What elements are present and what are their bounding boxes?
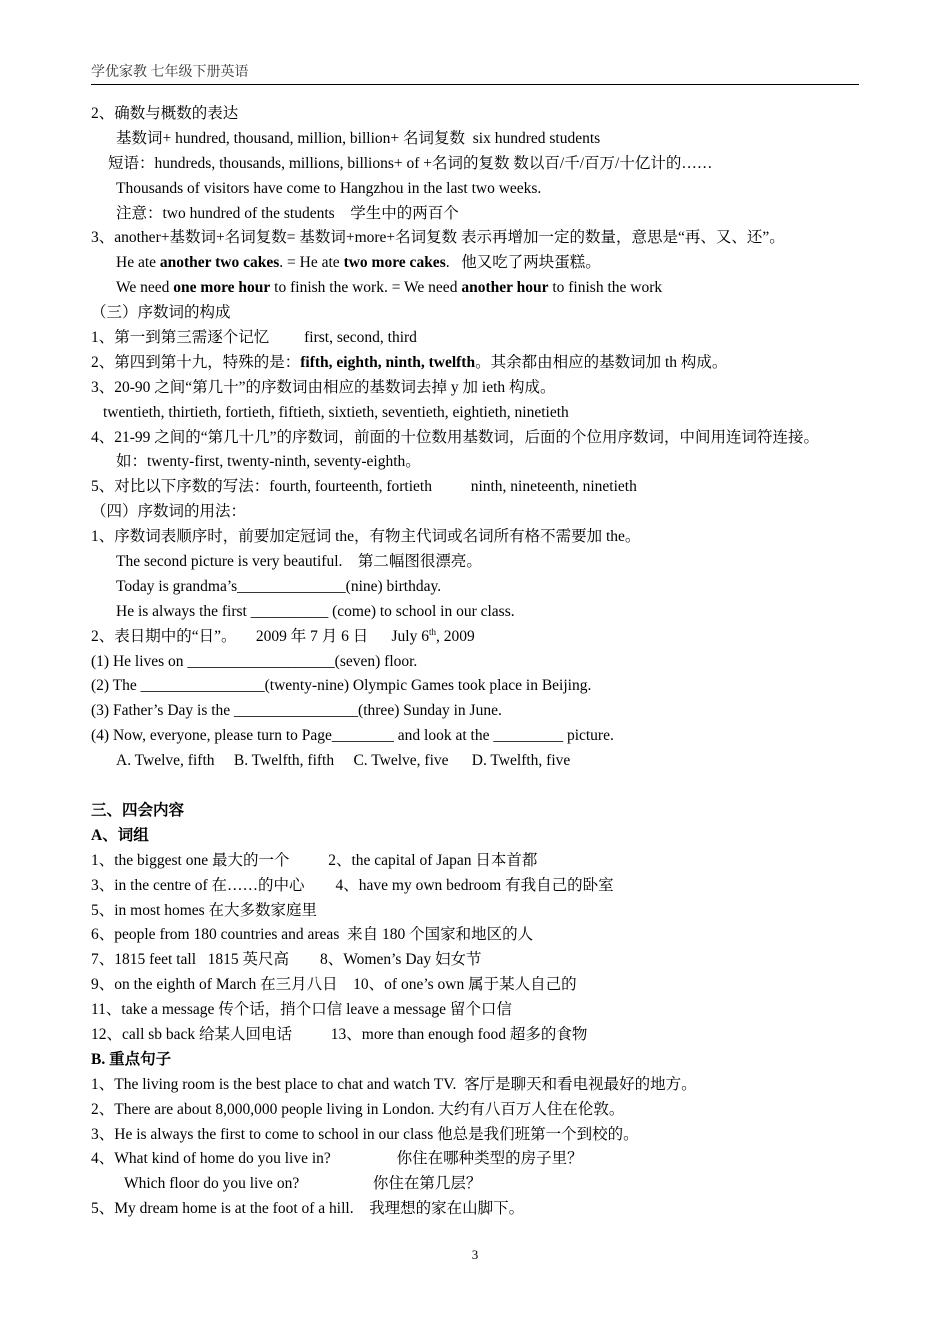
text-span: . 他又吃了两块蛋糕。 [445, 254, 601, 272]
rule-line: 1、第一到第三需逐个记忆 first, second, third [91, 329, 417, 347]
part-title: 三、四会内容 [91, 801, 185, 819]
key-sentence: 1、The living room is the best place to chat and watch TV. 客厅是聊天和看电视最好的地方。 [91, 1075, 697, 1093]
phrase-line: 6、people from 180 countries and areas 来自 180 个国家和地区的人 [91, 926, 534, 944]
exercise-line: (3) Father’s Day is the ________________(three) Sunday in June. [91, 702, 502, 720]
rule-line: 5、对比以下序数的写法：fourth, fourteenth, fortieth ninth, nineteenth, ninetieth [91, 478, 637, 496]
superscript: th [428, 626, 436, 637]
text-span: We need [116, 279, 174, 297]
example-line: twentieth, thirtieth, fortieth, fiftieth, sixtieth, seventieth, eightieth, ninetieth [103, 403, 569, 421]
text-span: He ate [116, 254, 160, 272]
rule-line [91, 351, 881, 376]
example-line: 如：twenty-first, twenty-ninth, seventy-eighth。 [116, 453, 421, 471]
answer-options: A. Twelve, fifth B. Twelfth, fifth C. Twelve, five D. Twelfth, five [116, 752, 571, 770]
exercise-line: (4) Now, everyone, please turn to Page________ and look at the _________ picture. [91, 727, 614, 745]
phrase-line: 7、1815 feet tall 1815 英尺高 8、Women’s Day 妇女节 [91, 951, 482, 969]
bold-phrase: one more hour [173, 279, 271, 297]
key-sentence: 2、There are about 8,000,000 people living in London. 大约有八百万人住在伦敦。 [91, 1100, 625, 1118]
phrase-line: 5、in most homes 在大多数家庭里 [91, 901, 318, 919]
page-header: 学优家教 七年级下册英语 [91, 64, 859, 85]
key-sentence: Which floor do you live on? 你住在第几层？ [124, 1175, 482, 1193]
section-title: 2、确数与概数的表达 [91, 105, 239, 122]
text-line: 基数词+ hundred, thousand, million, billion+ 名词复数 six hundred students [116, 129, 601, 147]
example-sentence: Thousands of visitors have come to Hangzhou in the last two weeks. [116, 179, 542, 197]
example-sentence: The second picture is very beautiful. 第二幅图很漂亮。 [116, 553, 482, 571]
text-span: , 2009 [436, 627, 475, 645]
phrase-line: 9、on the eighth of March 在三月八日 10、of one’s own 属于某人自己的 [91, 976, 577, 994]
example-sentence [91, 251, 881, 276]
rule-line: 3、20-90 之间“第几十”的序数词由相应的基数词去掉 y 加 ieth 构成。 [91, 378, 556, 396]
text-line: 短语：hundreds, thousands, millions, billions+ of +名词的复数 数以百/千/百万/十亿计的…… [108, 154, 713, 172]
example-sentence [91, 276, 881, 301]
bold-phrase: another hour [461, 279, 549, 297]
phrase-line: 3、in the centre of 在……的中心 4、have my own bedroom 有我自己的卧室 [91, 876, 614, 894]
key-sentence: 4、What kind of home do you live in? 你住在哪种类型的房子里？ [91, 1150, 583, 1168]
rule-line [91, 625, 881, 650]
exercise-line: He is always the first __________ (come) to school in our class. [116, 602, 515, 620]
key-sentence: 3、He is always the first to come to school in our class 他总是我们班第一个到校的。 [91, 1125, 639, 1143]
bold-phrase: another two cakes [159, 254, 280, 272]
phrase-line: 11、take a message 传个话，捎个口信 leave a message 留个口信 [91, 1001, 512, 1019]
rule-line: 1、序数词表顺序时，前要加定冠词 the，有物主代词或名词所有格不需要加 the。 [91, 528, 641, 546]
text-span: 2、表日期中的“日”。 2009 年 7 月 6 日 July 6 [91, 627, 429, 645]
subsection-title: （三）序数词的构成 [91, 304, 231, 322]
phrase-line: 12、call sb back 给某人回电话 13、more than enough food 超多的食物 [91, 1025, 588, 1043]
spacer [91, 774, 881, 799]
text-span: 2、第四到第十九，特殊的是： [91, 353, 301, 371]
part-subtitle: B. 重点句子 [91, 1050, 172, 1068]
key-sentence: 5、My dream home is at the foot of a hill. 我理想的家在山脚下。 [91, 1200, 525, 1218]
exercise-line: (1) He lives on ___________________(seven) floor. [91, 652, 418, 670]
text-span: 。其余都由相应的基数词加 th 构成。 [475, 353, 728, 371]
exercise-line: Today is grandma’s______________(nine) birthday. [116, 577, 442, 595]
page-number: 3 [471, 1247, 479, 1262]
rule-line: 4、21-99 之间的“第几十几”的序数词，前面的十位数用基数词，后面的个位用序数词，中间用连词符连接。 [91, 428, 820, 446]
text-span: to finish the work [548, 279, 663, 297]
section-title: 3、another+基数词+名词复数= 基数词+more+名词复数 表示再增加一定的数量，意思是“再、又、还”。 [91, 229, 785, 247]
bold-phrase: two more cakes [343, 254, 446, 272]
note-line: 注意：two hundred of the students 学生中的两百个 [116, 204, 459, 222]
exercise-line: (2) The ________________(twenty-nine) Olympic Games took place in Beijing. [91, 677, 592, 695]
text-span: . = He ate [279, 254, 344, 272]
phrase-line: 1、the biggest one 最大的一个 2、the capital of Japan 日本首都 [91, 851, 538, 869]
subsection-title: （四）序数词的用法： [91, 503, 247, 521]
text-span: to finish the work. = We need [270, 279, 462, 297]
bold-phrase: fifth, eighth, ninth, twelfth [300, 353, 476, 371]
document-body [91, 102, 881, 1222]
part-subtitle: A、词组 [91, 826, 149, 844]
